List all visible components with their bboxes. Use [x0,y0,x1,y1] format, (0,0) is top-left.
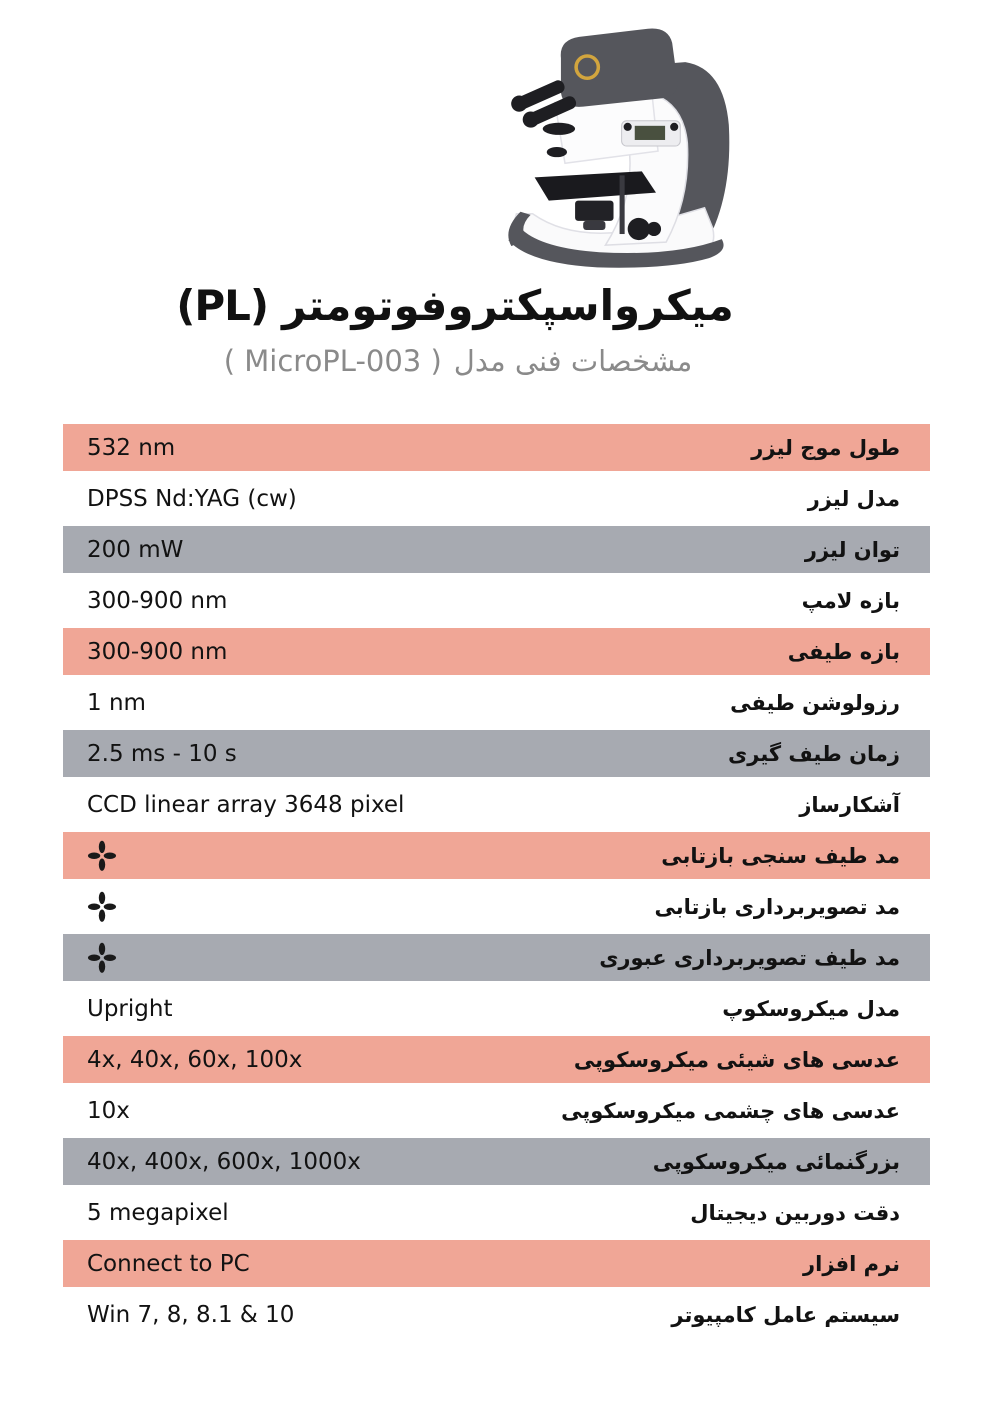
four-petal-asterisk-icon [87,840,117,872]
spec-label: بازه طیفی [787,639,900,664]
spec-value: 300-900 nm [87,638,228,665]
spec-row-camera-resolution [63,1189,930,1236]
spec-value: 5 megapixel [87,1199,229,1226]
spec-row-acquisition-time [63,730,930,777]
page-title-fa: میکرواسپکتروفوتومتر [282,281,734,330]
spec-row-detector [63,781,930,828]
spec-value: 200 mW [87,536,184,563]
spec-label: طول موج لیزر [751,435,900,460]
spec-label: عدسی های شیئی میکروسکوپی [573,1047,900,1072]
spec-value: 532 nm [87,434,176,461]
spec-row-laser-wavelength [63,424,930,471]
spec-value: Connect to PC [87,1250,250,1277]
spec-label: مد طیف سنجی بازتابی [661,843,900,868]
four-petal-asterisk-icon [87,942,117,974]
spec-value: Upright [87,995,173,1022]
spec-row-reflective-spectroscopy-mode [63,832,930,879]
spec-label: سیستم عامل کامپیوتر [671,1302,900,1327]
spec-row-microscope-model [63,985,930,1032]
spec-label: نرم افزار [803,1251,900,1276]
spec-value: 40x, 400x, 600x, 1000x [87,1148,361,1175]
spec-label: مدل لیزر [807,486,900,511]
microscope-illustration [478,14,746,270]
spec-row-laser-power [63,526,930,573]
spec-label: بازه لامپ [801,588,900,613]
spec-value: 2.5 ms - 10 s [87,740,237,767]
spec-label: عدسی های چشمی میکروسکوپی [561,1098,900,1123]
spec-label: رزولوشن طیفی [730,690,900,715]
spec-row-laser-model [63,475,930,522]
spec-row-objective-lenses [63,1036,930,1083]
spec-value: 4x, 40x, 60x, 100x [87,1046,303,1073]
spec-value: 1 nm [87,689,146,716]
page-subtitle-fa: مشخصات فنی مدل [453,344,693,378]
spec-table [63,424,930,1338]
spec-value: 10x [87,1097,130,1124]
spec-label: مد طیف تصویربرداری عبوری [599,945,900,970]
spec-row-reflective-imaging-mode [63,883,930,930]
spec-row-operating-system [63,1291,930,1338]
spec-row-eyepiece-lenses [63,1087,930,1134]
model-number: ( MicroPL-003 ) [223,344,442,378]
spec-label: بزرگنمائی میکروسکوپی [652,1149,900,1174]
four-petal-asterisk-icon [87,891,117,923]
spec-row-spectral-resolution [63,679,930,726]
page-title-latin: (PL) [176,281,269,330]
spec-label: دقت دوربین دیجیتال [690,1200,900,1225]
spec-row-magnification [63,1138,930,1185]
spec-value: CCD linear array 3648 pixel [87,791,405,818]
spec-label: آشکارساز [799,792,900,817]
page-subtitle [224,344,693,378]
spec-value: 300-900 nm [87,587,228,614]
spec-value: Win 7, 8, 8.1 & 10 [87,1301,295,1328]
spec-row-transmission-imaging-mode [63,934,930,981]
spec-row-spectral-range [63,628,930,675]
spec-label: توان لیزر [804,537,900,562]
spec-row-lamp-range [63,577,930,624]
spec-row-software [63,1240,930,1287]
page-title [176,281,734,330]
microscope-product-image [478,14,746,270]
spec-label: مد تصویربرداری بازتابی [654,894,900,919]
spec-value: DPSS Nd:YAG (cw) [87,485,297,512]
spec-label: زمان طیف گیری [728,741,900,766]
spec-label: مدل میکروسکوپ [722,996,900,1021]
